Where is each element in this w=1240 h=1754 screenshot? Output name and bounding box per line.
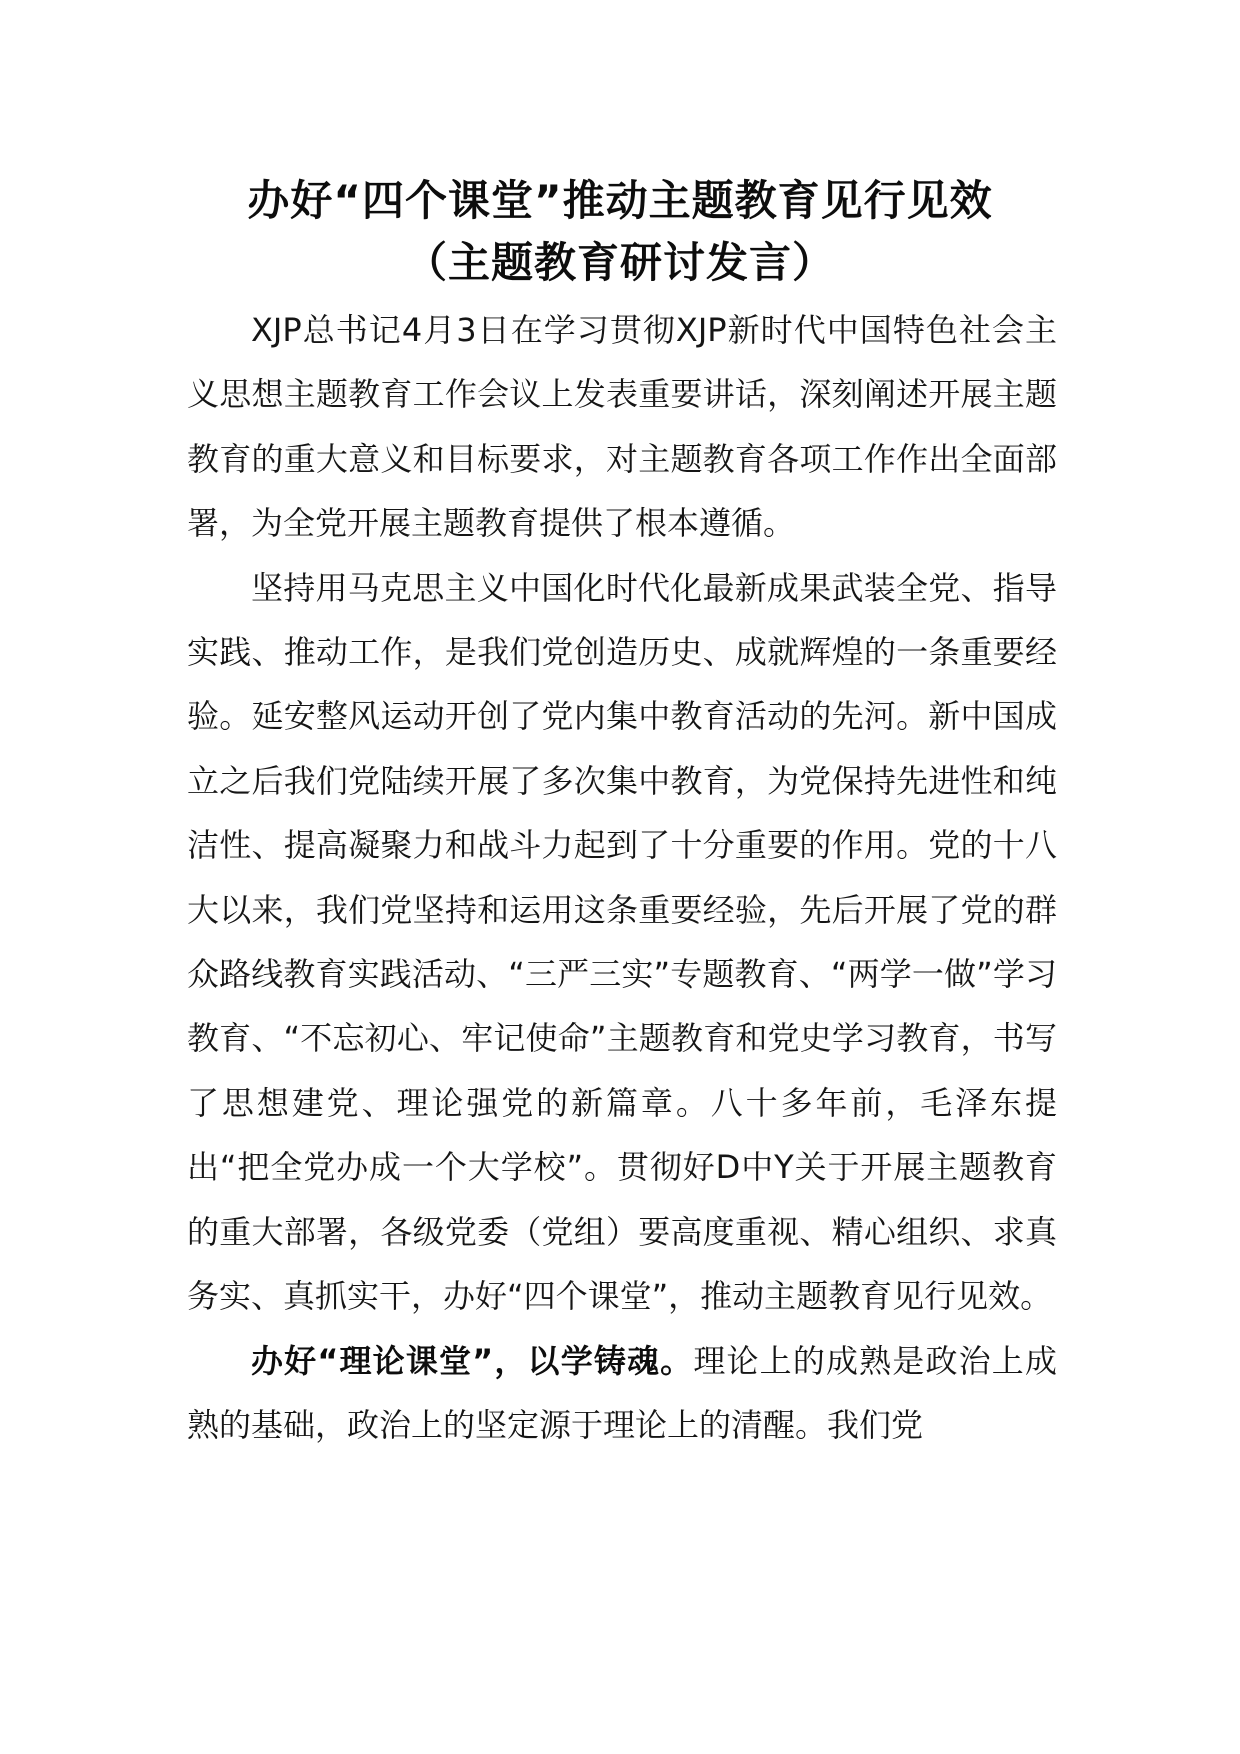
paragraph-theory-classroom	[187, 1329, 1057, 1458]
paragraph-theory-classroom-text: 理论上的成熟是政治上成熟的基础，政治上的坚定源于理论上的清醒。我们党	[187, 1341, 1057, 1444]
paragraph-lead-heading: 办好“理论课堂”，以学铸魂。	[251, 1341, 694, 1380]
document-title	[150, 170, 1090, 294]
paragraph-background	[187, 556, 1057, 1329]
title-line-subtitle: （主题教育研讨发言）	[404, 238, 835, 287]
paragraph-intro-text: XJP总书记4月3日在学习贯彻XJP新时代中国特色社会主义思想主题教育工作会议上发表重要讲话，深刻阐述开展主题教育的重大意义和目标要求，对主题教育各项工作作出全面部署，为全党开展主题教育提供了根本遵循。	[187, 311, 1057, 543]
paragraph-background-text: 坚持用马克思主义中国化时代化最新成果武装全党、指导实践、推动工作，是我们党创造历史、成就辉煌的一条重要经验。延安整风运动开创了党内集中教育活动的先河。新中国成立之后我们党陆续开展了多次集中教育，为党保持先进性和纯洁性、提高凝聚力和战斗力起到了十分重要的作用。党的十八大以来，我们党坚持和运用这条重要经验，先后开展了党的群众路线教育实践活动、“三严三实”专题教育、“两学一做”学习教育、“不忘初心、牢记使命”主题教育和党史学习教育，书写了思想建党、理论强党的新篇章。八十多年前，毛泽东提出“把全党办成一个大学校”。贯彻好D中Y关于开展主题教育的重大部署，各级党委（党组）要高度重视、精心组织、求真务实、真抓实干，办好“四个课堂”，推动主题教育见行见效。	[187, 568, 1057, 1316]
paragraph-intro	[187, 298, 1057, 556]
document-body	[187, 298, 1057, 1457]
title-line-main: 办好“四个课堂”推动主题教育见行见效	[247, 176, 993, 225]
